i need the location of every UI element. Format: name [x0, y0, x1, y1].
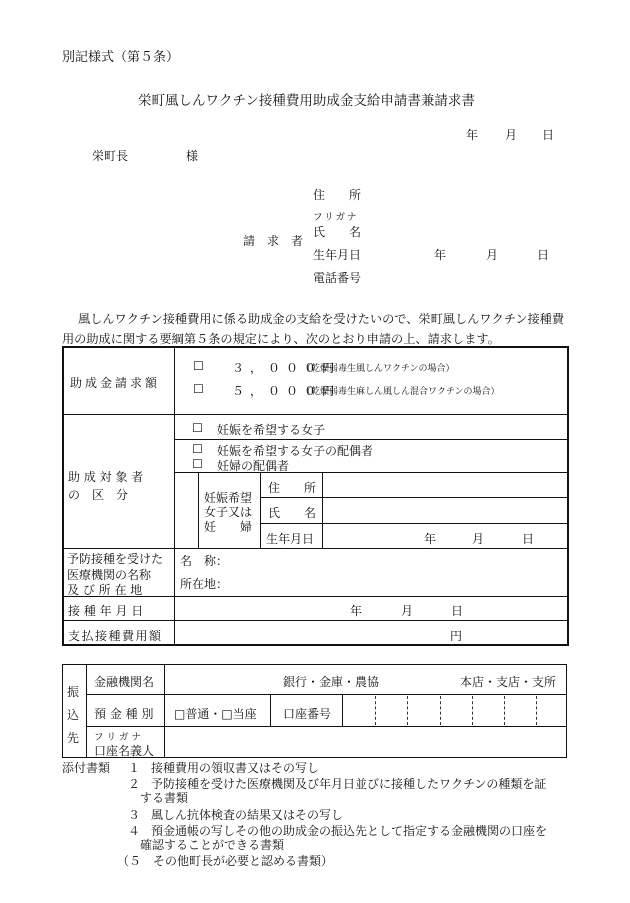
target-option3-checkbox[interactable]: ☐: [192, 457, 203, 471]
claimant-name-label: 氏 名: [313, 225, 362, 239]
intro-line1: 風しんワクチン接種費用に係る助成金の支給を受けたいので、栄町風しんワクチン接種費: [78, 312, 565, 326]
attachment-4-line1: 預金通帳の写しその他の助成金の振込先として指定する金融機関の口座を: [151, 824, 548, 838]
branch-types: 本店・支店・支所: [460, 675, 557, 689]
attachments-label: 添付書類: [62, 761, 111, 775]
amount-option2: ５，０００円: [232, 384, 341, 398]
attachment-2-line2: する書類: [140, 791, 189, 805]
clinic-name-label: 名 称：: [180, 554, 229, 568]
deposit-options[interactable]: □普通・□当座: [174, 707, 257, 721]
claimant-dob-label: 生年月日: [313, 248, 362, 262]
addressee: 栄町長: [92, 149, 129, 163]
amount-option2-note: （乾燥弱毒生麻しん風しん混合ワクチンの場合）: [302, 387, 500, 397]
target-label-line2: の 区 分: [68, 488, 129, 502]
target-option1-checkbox[interactable]: ☐: [192, 421, 203, 435]
attachment-4-no: ４: [128, 824, 141, 838]
claimant-label: 請 求 者: [243, 234, 304, 248]
intro-line2: 用の助成に関する要綱第５条の規定により、次のとおり申請の上、請求します。: [62, 332, 500, 346]
sub-label-line1: 妊娠希望: [204, 491, 253, 505]
deposit-label: 預 金 種 別: [94, 707, 154, 721]
clinic-label-line3: 及 び 所 在 地: [67, 583, 143, 597]
sub-label-line3: 妊 婦: [204, 520, 253, 534]
date-day: 日: [542, 128, 555, 142]
vacc-day: 日: [451, 604, 464, 618]
form-label: 別記様式（第５条）: [62, 50, 180, 65]
attachment-3-no: ３: [128, 808, 141, 822]
claimant-phone-label: 電話番号: [313, 271, 362, 285]
account-number-label: 口座番号: [283, 707, 332, 721]
vacc-date-label: 接 種 年 月 日: [68, 604, 144, 618]
attachment-5: （５ その他町長が必要と認める書類）: [117, 854, 334, 868]
sub-dob-day: 日: [522, 532, 535, 546]
clinic-address-label: 所在地：: [180, 577, 229, 591]
sub-dob-label: 生年月日: [266, 532, 315, 546]
claimant-dob-day: 日: [537, 248, 550, 262]
claimant-dob-year: 年: [434, 248, 447, 262]
target-option1: 妊娠を希望する女子: [217, 423, 326, 437]
target-option2: 妊娠を希望する女子の配偶者: [217, 444, 374, 458]
vacc-year: 年: [350, 604, 363, 618]
sub-dob-year: 年: [424, 532, 437, 546]
bank-side-2: 込: [67, 708, 80, 722]
cost-yen: 円: [450, 629, 463, 643]
target-option2-checkbox[interactable]: ☐: [192, 442, 203, 456]
bank-side-3: 先: [67, 731, 80, 745]
sub-dob-month: 月: [472, 532, 485, 546]
institution-types: 銀行・金庫・農協: [283, 675, 380, 689]
vacc-month: 月: [401, 604, 414, 618]
claimant-furigana-label: フリガナ: [313, 212, 359, 223]
amount-option1-checkbox[interactable]: ☐: [193, 359, 204, 373]
attachment-2-no: ２: [128, 777, 141, 791]
claimant-address-label: 住 所: [313, 188, 362, 202]
attachment-1-no: １: [128, 761, 141, 775]
attachment-2-line1: 予防接種を受けた医療機関及び年月日並びに接種したワクチンの種類を証: [151, 777, 547, 791]
amount-option1-note: （乾燥弱毒生風しんワクチンの場合）: [302, 364, 455, 374]
attachment-4-line2: 確認することができる書類: [140, 838, 285, 852]
claimant-dob-month: 月: [486, 248, 499, 262]
holder-label: 口座名義人: [94, 744, 155, 758]
target-label-line1: 助 成 対 象 者: [68, 470, 144, 484]
amount-option1: ３，０００円: [232, 361, 341, 375]
attachment-1: 接種費用の領収書又はその写し: [151, 761, 320, 775]
bank-side-1: 振: [67, 685, 80, 699]
sub-address-label: 住 所: [268, 481, 317, 495]
sub-label-line2: 女子又は: [204, 505, 253, 519]
date-month: 月: [505, 128, 518, 142]
sub-name-label: 氏 名: [268, 506, 317, 520]
page-title: 栄町風しんワクチン接種費用助成金支給申請書兼請求書: [138, 93, 475, 109]
attachment-3: 風しん抗体検査の結果又はその写し: [151, 808, 344, 822]
clinic-label-line1: 予防接種を受けた: [67, 552, 164, 566]
honorific: 様: [186, 149, 199, 163]
amount-option2-checkbox[interactable]: ☐: [193, 382, 204, 396]
cost-label: 支払接種費用額: [68, 629, 163, 643]
clinic-label-line2: 医療機関の名称: [67, 568, 152, 582]
date-year: 年: [466, 128, 479, 142]
holder-furigana-label: フ リ ガ ナ: [94, 732, 142, 743]
institution-label: 金融機関名: [94, 675, 155, 689]
target-option3: 妊婦の配偶者: [217, 459, 290, 473]
amount-label: 助成金請求額: [70, 376, 161, 390]
